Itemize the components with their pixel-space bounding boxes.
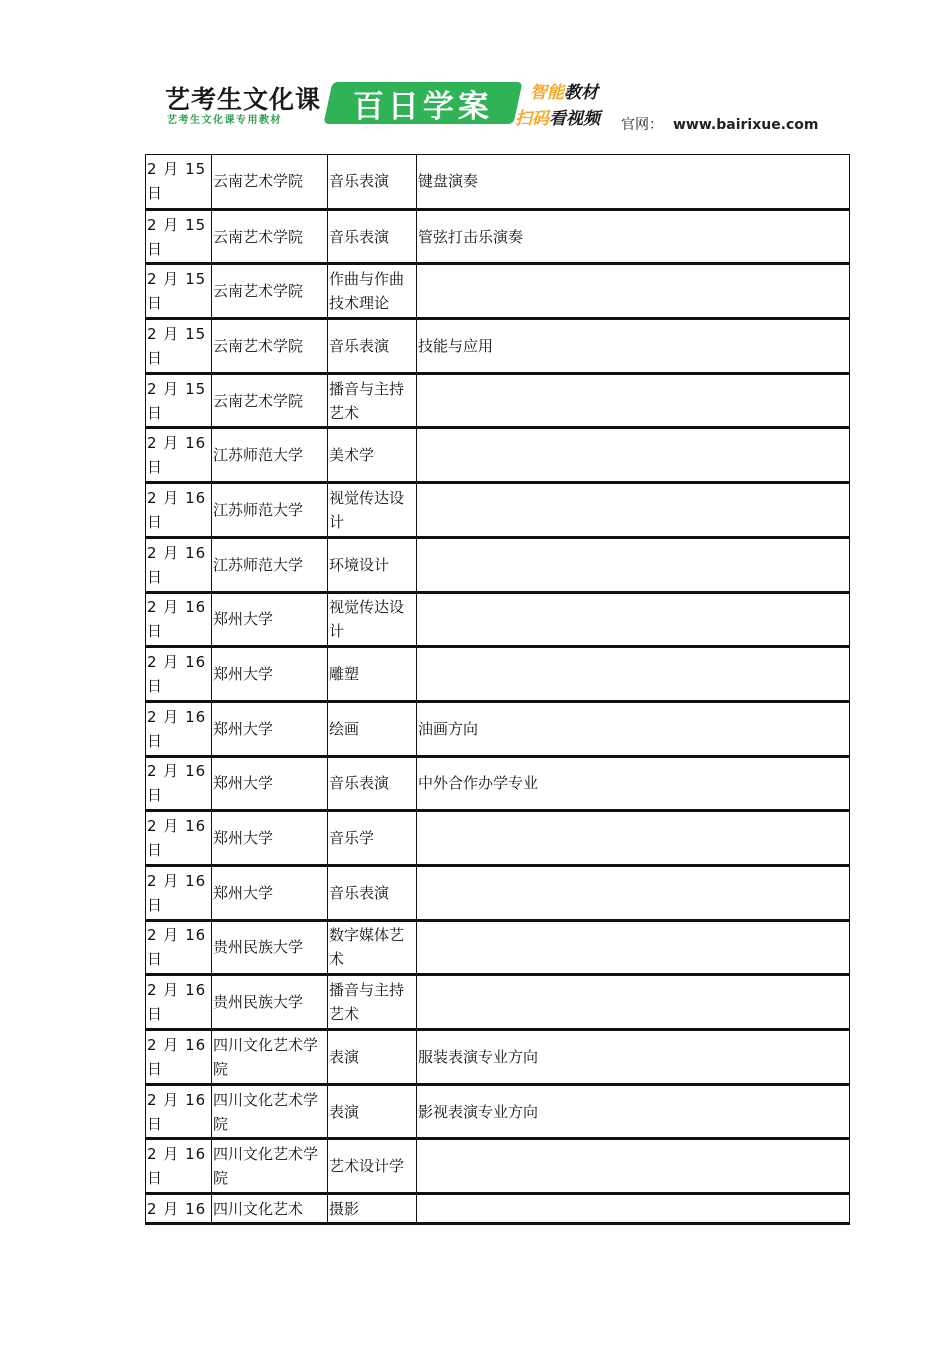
- scan-tagline: [515, 104, 600, 129]
- note-cell: [417, 1194, 850, 1224]
- date-line2: 日: [147, 895, 163, 914]
- note-cell: [417, 865, 850, 920]
- major-cell: 音乐表演: [328, 865, 417, 920]
- date-line1: 2 月 16: [147, 488, 207, 507]
- school-cell: 四川文化艺术学院: [212, 1084, 328, 1139]
- school-cell: 郑州大学: [212, 756, 328, 811]
- note-cell: [417, 264, 850, 319]
- major-cell: 数字媒体艺术: [328, 920, 417, 975]
- school-cell: 四川文化艺术学院: [212, 1030, 328, 1085]
- major-cell: 绘画: [328, 701, 417, 756]
- date-line1: 2 月 15: [147, 215, 207, 234]
- table-row: [146, 920, 850, 975]
- school-cell: 郑州大学: [212, 592, 328, 647]
- date-line2: 日: [147, 567, 163, 586]
- major-cell: 作曲与作曲技术理论: [328, 264, 417, 319]
- school-cell: 贵州民族大学: [212, 975, 328, 1030]
- date-cell: [146, 1194, 212, 1224]
- date-line2: 日: [147, 348, 163, 367]
- major-cell: 雕塑: [328, 647, 417, 702]
- date-cell: [146, 209, 212, 264]
- note-cell: [417, 592, 850, 647]
- note-cell: 油画方向: [417, 701, 850, 756]
- scan-tagline-rest: 看视频: [549, 109, 600, 129]
- date-line1: 2 月 16: [147, 707, 207, 726]
- date-line1: 2 月 15: [147, 379, 207, 398]
- major-cell: 摄影: [328, 1194, 417, 1224]
- smart-tagline: [530, 78, 598, 103]
- date-line1: 2 月 16: [147, 543, 207, 562]
- major-cell: 音乐表演: [328, 319, 417, 374]
- table-row: [146, 264, 850, 319]
- note-cell: [417, 811, 850, 866]
- date-line2: 日: [147, 1169, 163, 1188]
- note-cell: [417, 428, 850, 483]
- date-cell: [146, 811, 212, 866]
- date-line1: 2 月 15: [147, 270, 207, 289]
- note-cell: 键盘演奏: [417, 155, 850, 210]
- date-cell: [146, 756, 212, 811]
- note-cell: [417, 920, 850, 975]
- date-line2: 日: [147, 622, 163, 641]
- date-line1: 2 月 16: [147, 817, 207, 836]
- site-url[interactable]: www.bairixue.com: [673, 117, 819, 133]
- smart-tagline-rest: 教材: [564, 83, 598, 103]
- date-line1: 2 月 16: [147, 981, 207, 1000]
- school-cell: 云南艺术学院: [212, 319, 328, 374]
- note-cell: 中外合作办学专业: [417, 756, 850, 811]
- school-cell: 云南艺术学院: [212, 373, 328, 428]
- date-line1: 2 月 16: [147, 653, 207, 672]
- note-cell: [417, 483, 850, 538]
- date-cell: [146, 264, 212, 319]
- date-line1: 2 月 16: [147, 598, 207, 617]
- date-line1: 2 月 16: [147, 1090, 207, 1109]
- table-row: [146, 428, 850, 483]
- school-cell: 贵州民族大学: [212, 920, 328, 975]
- table-row: [146, 975, 850, 1030]
- date-line2: 日: [147, 403, 163, 422]
- date-cell: [146, 483, 212, 538]
- major-cell: 环境设计: [328, 537, 417, 592]
- table-row: [146, 209, 850, 264]
- school-cell: 郑州大学: [212, 865, 328, 920]
- table-row: [146, 811, 850, 866]
- date-line1: 2 月 15: [147, 160, 207, 179]
- note-cell: [417, 1139, 850, 1194]
- school-cell: 郑州大学: [212, 701, 328, 756]
- brand-badge: [324, 82, 523, 124]
- major-cell: 音乐表演: [328, 155, 417, 210]
- school-cell: 四川文化艺术: [212, 1194, 328, 1224]
- date-line2: 日: [147, 677, 163, 696]
- school-cell: 江苏师范大学: [212, 483, 328, 538]
- major-cell: 艺术设计学: [328, 1139, 417, 1194]
- note-cell: 技能与应用: [417, 319, 850, 374]
- official-site: [621, 114, 819, 134]
- date-line1: 2 月 16: [147, 434, 207, 453]
- date-cell: [146, 319, 212, 374]
- date-line1: 2 月 16: [147, 1199, 207, 1218]
- school-cell: 郑州大学: [212, 647, 328, 702]
- table-row: [146, 756, 850, 811]
- table-row: [146, 647, 850, 702]
- date-cell: [146, 1139, 212, 1194]
- date-cell: [146, 647, 212, 702]
- date-line2: 日: [147, 458, 163, 477]
- table-row: [146, 537, 850, 592]
- brand-badge-text: 百日学案: [353, 88, 493, 125]
- date-cell: [146, 1030, 212, 1085]
- major-cell: 播音与主持艺术: [328, 373, 417, 428]
- note-cell: [417, 537, 850, 592]
- table-row: [146, 373, 850, 428]
- table-row: [146, 1030, 850, 1085]
- major-cell: 音乐学: [328, 811, 417, 866]
- major-cell: 视觉传达设计: [328, 483, 417, 538]
- school-cell: 云南艺术学院: [212, 264, 328, 319]
- date-line1: 2 月 16: [147, 926, 207, 945]
- date-cell: [146, 1084, 212, 1139]
- table-row: [146, 1084, 850, 1139]
- table-row: [146, 1194, 850, 1224]
- date-line2: 日: [147, 1059, 163, 1078]
- table-row: [146, 701, 850, 756]
- school-cell: 四川文化艺术学院: [212, 1139, 328, 1194]
- note-cell: 管弦打击乐演奏: [417, 209, 850, 264]
- note-cell: [417, 647, 850, 702]
- date-line2: 日: [147, 950, 163, 969]
- major-cell: 视觉传达设计: [328, 592, 417, 647]
- table-row: [146, 592, 850, 647]
- major-cell: 表演: [328, 1084, 417, 1139]
- date-cell: [146, 155, 212, 210]
- schedule-table: [145, 154, 850, 1225]
- school-cell: 云南艺术学院: [212, 209, 328, 264]
- major-cell: 表演: [328, 1030, 417, 1085]
- date-cell: [146, 975, 212, 1030]
- date-line1: 2 月 16: [147, 1035, 207, 1054]
- date-line1: 2 月 16: [147, 1145, 207, 1164]
- date-cell: [146, 865, 212, 920]
- school-cell: 云南艺术学院: [212, 155, 328, 210]
- date-line2: 日: [147, 512, 163, 531]
- major-cell: 音乐表演: [328, 209, 417, 264]
- date-line1: 2 月 16: [147, 762, 207, 781]
- date-cell: [146, 701, 212, 756]
- school-cell: 郑州大学: [212, 811, 328, 866]
- date-line2: 日: [147, 841, 163, 860]
- date-line2: 日: [147, 239, 163, 258]
- table-row: [146, 319, 850, 374]
- table-row: [146, 1139, 850, 1194]
- date-line2: 日: [147, 731, 163, 750]
- brand-title: 艺考生文化课: [165, 85, 322, 114]
- date-cell: [146, 920, 212, 975]
- note-cell: [417, 373, 850, 428]
- note-cell: [417, 975, 850, 1030]
- date-line2: 日: [147, 1114, 163, 1133]
- site-label: 官网：: [621, 117, 663, 133]
- date-line2: 日: [147, 294, 163, 313]
- date-cell: [146, 428, 212, 483]
- major-cell: 音乐表演: [328, 756, 417, 811]
- date-line2: 日: [147, 184, 163, 203]
- school-cell: 江苏师范大学: [212, 537, 328, 592]
- date-cell: [146, 537, 212, 592]
- table-row: [146, 155, 850, 210]
- major-cell: 美术学: [328, 428, 417, 483]
- date-line1: 2 月 16: [147, 871, 207, 890]
- date-line2: 日: [147, 786, 163, 805]
- school-cell: 江苏师范大学: [212, 428, 328, 483]
- table-row: [146, 865, 850, 920]
- smart-tagline-accent: 智能: [530, 83, 564, 103]
- table-row: [146, 483, 850, 538]
- page-header: [165, 78, 819, 133]
- date-cell: [146, 373, 212, 428]
- scan-tagline-accent: 扫码: [515, 109, 549, 129]
- note-cell: 服装表演专业方向: [417, 1030, 850, 1085]
- date-line2: 日: [147, 1005, 163, 1024]
- date-cell: [146, 592, 212, 647]
- date-line1: 2 月 15: [147, 324, 207, 343]
- note-cell: 影视表演专业方向: [417, 1084, 850, 1139]
- brand-subtitle: 艺考生文化课专用教材: [167, 115, 282, 126]
- major-cell: 播音与主持艺术: [328, 975, 417, 1030]
